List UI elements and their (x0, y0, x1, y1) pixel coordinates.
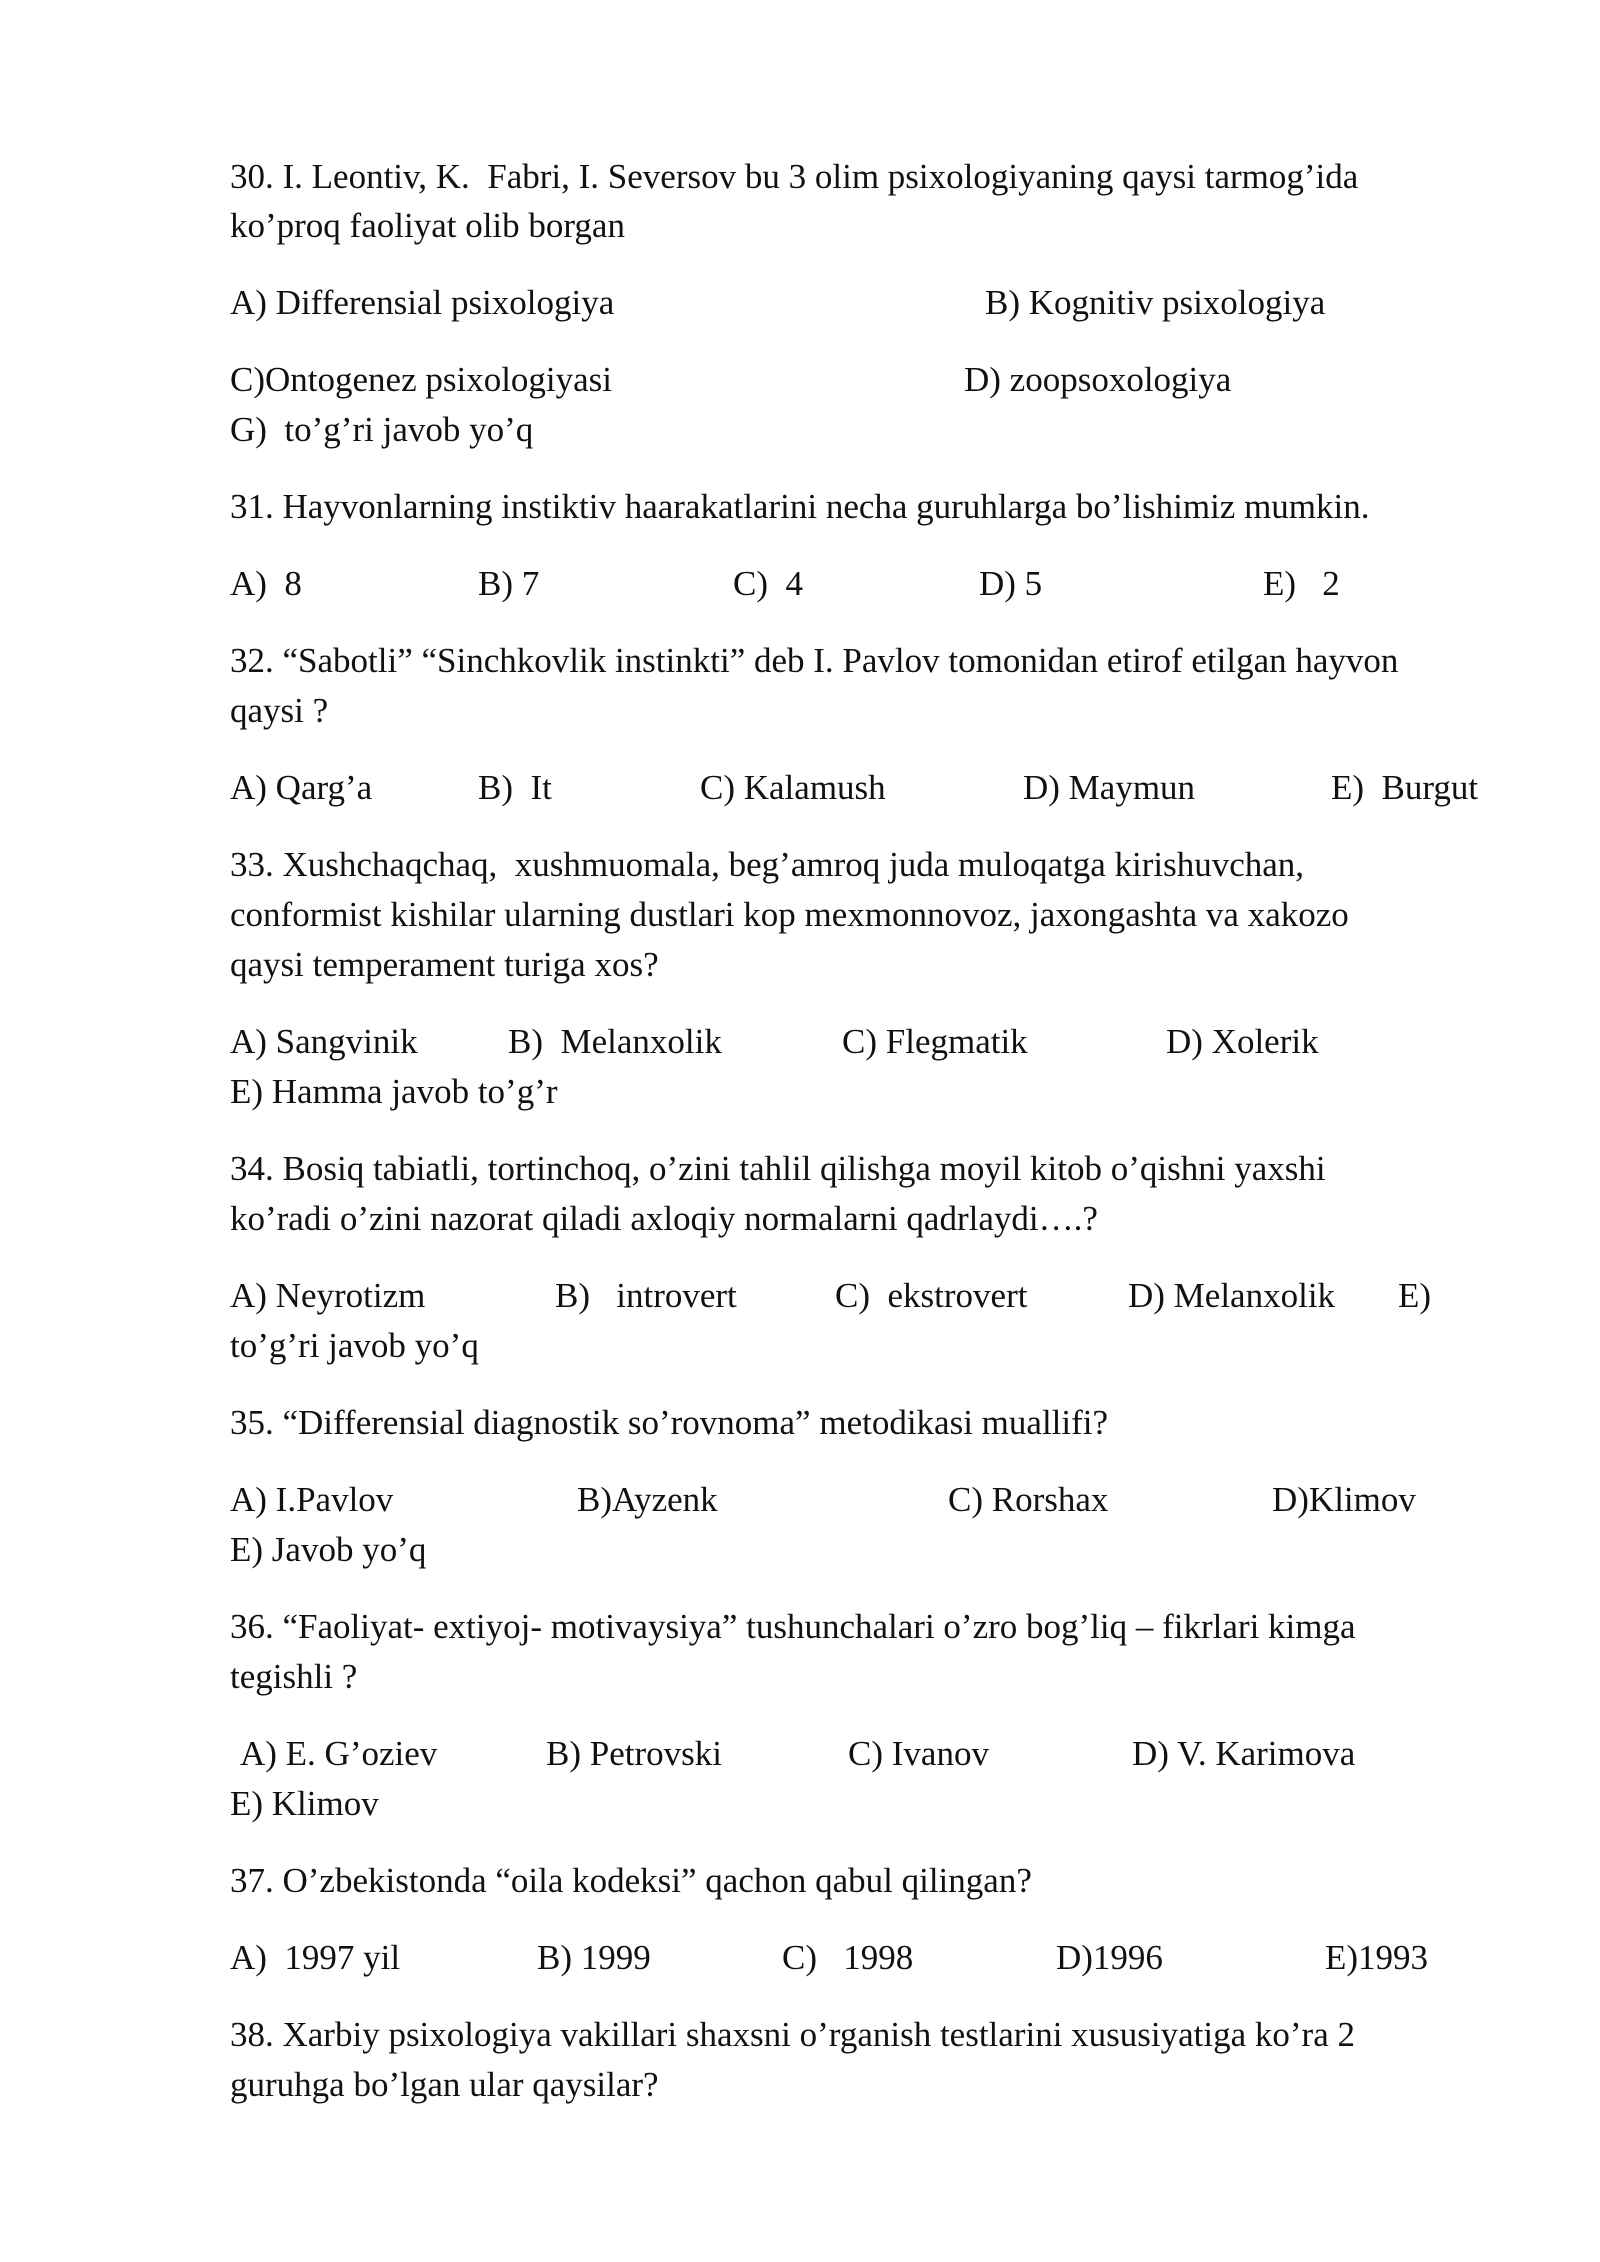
answer-option: E) 2 (1263, 564, 1340, 603)
answer-option: C) Rorshax (948, 1480, 1109, 1519)
answer-option: E) Burgut (1331, 768, 1479, 807)
answer-option: D) Melanxolik (1128, 1276, 1336, 1315)
answer-option: E) Klimov (230, 1784, 379, 1823)
answer-option: C) 1998 (782, 1938, 914, 1977)
answer-option: A) Neyrotizm (230, 1276, 426, 1315)
answer-option: C) Ivanov (848, 1734, 989, 1773)
answer-option: D) 5 (979, 564, 1043, 603)
question-text: 31. Hayvonlarning instiktiv haarakatlarini necha guruhlarga bo’lishimiz mumkin. (230, 487, 1370, 526)
question-text: ko’proq faoliyat olib borgan (230, 206, 625, 245)
answer-option: C)Ontogenez psixologiyasi (230, 360, 613, 399)
answer-option: B) introvert (555, 1276, 737, 1315)
answer-option: B) It (478, 768, 552, 807)
answer-option: G) to’g’ri javob yo’q (230, 410, 534, 449)
answer-option: D) zoopsoxologiya (964, 360, 1232, 399)
answer-option: D) V. Karimova (1132, 1734, 1356, 1773)
question-text: ko’radi o’zini nazorat qiladi axloqiy normalarni qadrlaydi….? (230, 1199, 1098, 1238)
answer-option: D) Xolerik (1166, 1022, 1319, 1061)
answer-option: D) Maymun (1023, 768, 1196, 807)
question-text: tegishli ? (230, 1657, 358, 1696)
answer-option: A) Sangvinik (230, 1022, 418, 1061)
question-text: 37. O’zbekistonda “oila kodeksi” qachon qabul qilingan? (230, 1861, 1032, 1900)
answer-option: B) 1999 (537, 1938, 651, 1977)
question-text: 32. “Sabotli” “Sinchkovlik instinkti” deb I. Pavlov tomonidan etirof etilgan hayvon (230, 641, 1399, 680)
answer-option: B) Melanxolik (508, 1022, 722, 1061)
answer-option: E)1993 (1325, 1938, 1429, 1977)
answer-option: E) (1398, 1276, 1432, 1315)
question-text: 38. Xarbiy psixologiya vakillari shaxsni o’rganish testlarini xususiyatiga ko’ra 2 (230, 2015, 1355, 2054)
answer-option: A) I.Pavlov (230, 1480, 394, 1519)
answer-option: C) Flegmatik (842, 1022, 1028, 1061)
answer-option: D)1996 (1056, 1938, 1163, 1977)
answer-option: B) Kognitiv psixologiya (985, 283, 1326, 322)
question-text: 35. “Differensial diagnostik so’rovnoma” metodikasi muallifi? (230, 1403, 1109, 1442)
answer-option: A) 1997 yil (230, 1938, 401, 1977)
answer-option: A) Differensial psixologiya (230, 283, 615, 322)
answer-option: B) 7 (478, 564, 540, 603)
question-text: 30. I. Leontiv, K. Fabri, I. Seversov bu 3 olim psixologiyaning qaysi tarmog’ida (230, 157, 1359, 196)
question-text: 34. Bosiq tabiatli, tortinchoq, o’zini tahlil qilishga moyil kitob o’qishni yaxshi (230, 1149, 1326, 1188)
answer-option: to’g’ri javob yo’q (230, 1326, 479, 1365)
answer-option: E) Javob yo’q (230, 1530, 427, 1569)
answer-option: C) ekstrovert (835, 1276, 1028, 1315)
question-text: 33. Xushchaqchaq, xushmuomala, beg’amroq juda muloqatga kirishuvchan, (230, 845, 1305, 884)
answer-option: C) 4 (733, 564, 803, 603)
answer-option: C) Kalamush (700, 768, 886, 807)
question-text: qaysi temperament turiga xos? (230, 945, 659, 984)
answer-option: A) E. G’oziev (240, 1734, 438, 1773)
question-text: guruhga bo’lgan ular qaysilar? (230, 2065, 659, 2104)
question-text: qaysi ? (230, 691, 329, 730)
answer-option: B) Petrovski (546, 1734, 722, 1773)
answer-option: A) 8 (230, 564, 302, 603)
question-text: 36. “Faoliyat- extiyoj- motivaysiya” tushunchalari o’zro bog’liq – fikrlari kimga (230, 1607, 1356, 1646)
answer-option: D)Klimov (1272, 1480, 1416, 1519)
question-text: conformist kishilar ularning dustlari kop mexmonnovoz, jaxongashta va xakozo (230, 895, 1349, 934)
answer-option: A) Qarg’a (230, 768, 373, 807)
answer-option: B)Ayzenk (577, 1480, 718, 1519)
answer-option: E) Hamma javob to’g’r (230, 1072, 558, 1111)
